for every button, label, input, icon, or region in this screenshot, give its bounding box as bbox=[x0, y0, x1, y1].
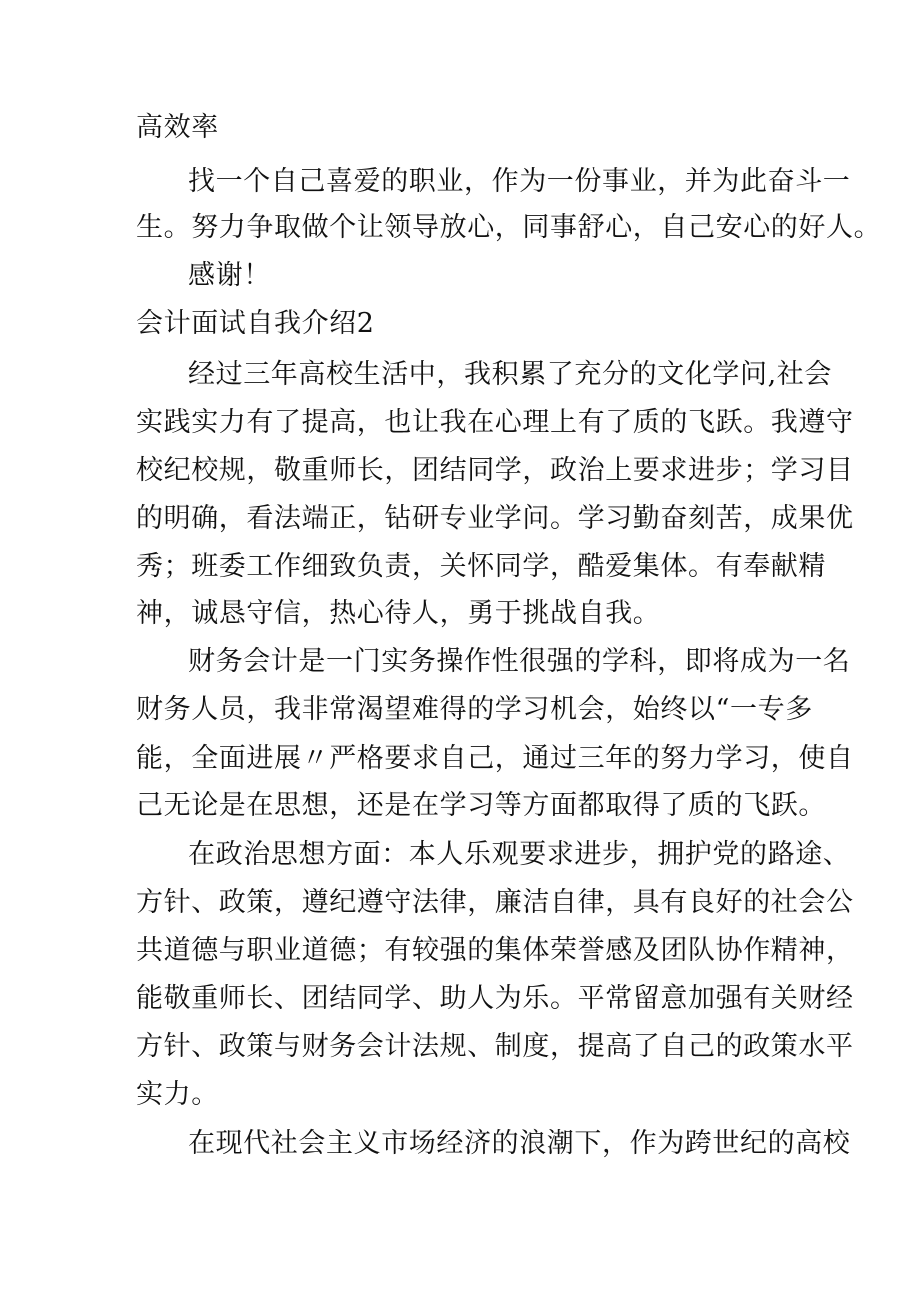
paragraph-line: 财务会计是一门实务操作性很强的学科，即将成为一名 bbox=[188, 646, 851, 677]
paragraph-line: 能，全面进展〃严格要求自己，通过三年的努力学习，使自 bbox=[136, 743, 854, 774]
paragraph-line: 财务人员，我非常渴望难得的学习机会，始终以“一专多 bbox=[136, 694, 813, 725]
paragraph-line: 能敬重师长、团结同学、助人为乐。平常留意加强有关财经 bbox=[136, 983, 854, 1014]
paragraph-line: 的明确，看法端正，钻研专业学问。学习勤奋刻苦，成果优 bbox=[136, 503, 854, 534]
paragraph-line: 神，诚恳守信，热心待人，勇于挑战自我。 bbox=[136, 598, 661, 629]
section-heading: 会计面试自我介绍2 bbox=[136, 308, 375, 339]
paragraph-line: 己无论是在思想，还是在学习等方面都取得了质的飞跃。 bbox=[136, 790, 826, 821]
paragraph-line: 校纪校规，敬重师长，团结同学，政治上要求进步；学习目 bbox=[136, 455, 854, 486]
paragraph-line: 方针、政策，遵纪遵守法律，廉洁自律，具有良好的社会公 bbox=[136, 887, 854, 918]
paragraph-line: 共道德与职业道德；有较强的集体荣誉感及团队协作精神， bbox=[136, 935, 854, 966]
paragraph-line: 在政治思想方面：本人乐观要求进步，拥护党的路途、 bbox=[188, 839, 851, 870]
paragraph-line: 秀；班委工作细致负责，关怀同学，酷爱集体。有奉献精 bbox=[136, 551, 826, 582]
closing-line: 感谢！ bbox=[188, 260, 271, 291]
text-line: 高效率 bbox=[136, 112, 219, 143]
paragraph-line: 找一个自己喜爱的职业，作为一份事业，并为此奋斗一 bbox=[188, 166, 851, 197]
paragraph-line: 实力。 bbox=[136, 1079, 219, 1110]
paragraph-line: 经过三年高校生活中，我积累了充分的文化学问,社会 bbox=[188, 359, 832, 390]
paragraph-line: 实践实力有了提高，也让我在心理上有了质的飞跃。我遵守 bbox=[136, 407, 854, 438]
paragraph-line: 生。努力争取做个让领导放心，同事舒心，自己安心的好人。 bbox=[136, 212, 882, 243]
paragraph-line: 方针、政策与财务会计法规、制度，提高了自己的政策水平 bbox=[136, 1031, 854, 1062]
paragraph-line: 在现代社会主义市场经济的浪潮下，作为跨世纪的高校 bbox=[188, 1128, 851, 1159]
